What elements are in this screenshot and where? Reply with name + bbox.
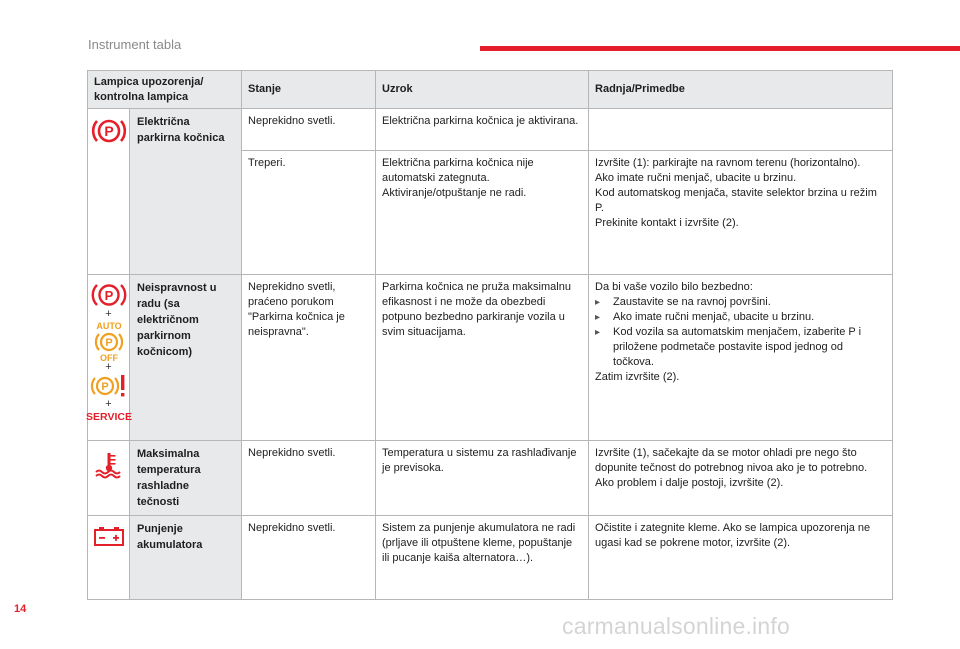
bullet-icon: ▸ <box>595 327 601 338</box>
state-cell: Neprekidno svetli, praćeno porukom "Parkirna kočnica je neispravna". <box>242 275 376 441</box>
table-row <box>88 516 893 600</box>
action-cell: Očistite i zategnite kleme. Ako se lampica upozorenja ne ugasi kad se pokrene motor, izvršite (2). <box>589 516 893 600</box>
action-intro: Da bi vaše vozilo bilo bezbedno: <box>595 281 753 293</box>
service-icon <box>85 410 132 423</box>
state-cell: Neprekidno svetli. <box>242 109 376 151</box>
column-header-state: Stanje <box>242 71 376 109</box>
cause-cell: Sistem za punjenje akumulatora ne radi (prljave ili otpuštene kleme, popuštanje ili pucanje kaiša alternatora…). <box>376 516 589 600</box>
auto-parking-brake-off-icon <box>92 320 126 362</box>
action-cell <box>589 109 893 151</box>
action-cell <box>589 275 893 441</box>
lamp-name: Maksimalna temperatura rashladne tečnosti <box>130 441 242 516</box>
icon-cell <box>88 441 130 516</box>
svg-text:P: P <box>103 123 114 139</box>
warning-lamps-table <box>87 70 893 600</box>
column-header-cause: Uzrok <box>376 71 589 109</box>
action-outro: Zatim izvršite (2). <box>595 371 680 383</box>
watermark: carmanualsonline.info <box>562 613 790 639</box>
coolant-temperature-icon <box>92 451 126 479</box>
list-item: ▸ Ako imate ručni menjač, ubacite u brzinu. <box>595 311 815 323</box>
action-line: Izvršite (1): parkirajte na ravnom terenu (horizontalno). <box>595 157 861 169</box>
cause-cell: Električna parkirna kočnica je aktivirana. <box>376 109 589 151</box>
plus-sign: + <box>105 398 112 410</box>
icon-cell <box>88 109 130 275</box>
cause-cell: Električna parkirna kočnica nije automatski zategnuta. Aktiviranje/otpuštanje ne radi. <box>376 151 589 275</box>
table-header-row <box>88 71 893 109</box>
svg-text:AUTO: AUTO <box>95 321 122 331</box>
section-title: Instrument tabla <box>88 37 182 52</box>
battery-charge-icon <box>92 525 126 547</box>
state-cell: Treperi. <box>242 151 376 275</box>
column-header-lamp: Lampica upozorenja/ kontrolna lampica <box>88 71 242 109</box>
svg-text:SERVICE: SERVICE <box>85 411 132 423</box>
page-number: 14 <box>14 603 27 615</box>
svg-text:P: P <box>104 337 113 349</box>
table-row <box>88 441 893 516</box>
action-cell <box>589 151 893 275</box>
state-cell: Neprekidno svetli. <box>242 441 376 516</box>
table-row <box>88 109 893 151</box>
cause-cell: Parkirna kočnica ne pruža maksimalnu efikasnost i ne može da obezbedi potpuno bezbedno parkiranje vozila u svim situacijama. <box>376 275 589 441</box>
svg-text:OFF: OFF <box>99 353 118 363</box>
parking-brake-warning-icon <box>90 373 128 399</box>
plus-sign: + <box>105 361 112 373</box>
list-item: ▸ Zaustavite se na ravnoj površini. <box>595 296 771 308</box>
bullet-icon: ▸ <box>595 312 601 323</box>
parking-brake-icon <box>92 281 126 309</box>
action-line: Prekinite kontakt i izvršite (2). <box>595 217 739 229</box>
header-accent-bar <box>480 46 960 51</box>
table-row <box>88 275 893 441</box>
action-line: Kod automatskog menjača, stavite selektor brzina u režim P. <box>595 187 877 214</box>
column-header-action: Radnja/Primedbe <box>589 71 893 109</box>
lamp-name: Električna parkirna kočnica <box>130 109 242 275</box>
lamp-name: Punjenje akumulatora <box>130 516 242 600</box>
cause-cell: Temperatura u sistemu za rashlađivanje je previsoka. <box>376 441 589 516</box>
action-cell: Izvršite (1), sačekajte da se motor ohladi pre nego što dopunite tečnost do potrebnog nivoa ako je to potrebno. Ako problem i dalje postoji, izvršite (2). <box>589 441 893 516</box>
plus-sign: + <box>105 308 112 320</box>
svg-text:P: P <box>100 381 109 393</box>
icon-cell <box>88 516 130 600</box>
action-line: Ako imate ručni menjač, ubacite u brzinu. <box>595 172 797 184</box>
lamp-name: Neispravnost u radu (sa električnom parkirnom kočnicom) <box>130 275 242 441</box>
svg-text:P: P <box>104 288 113 303</box>
icon-cell <box>85 275 132 441</box>
parking-brake-icon <box>92 116 126 146</box>
bullet-icon: ▸ <box>595 297 601 308</box>
list-item: ▸ Kod vozila sa automatskim menjačem, izaberite P i priložene podmetače postavite ispod jednog od točkova. <box>595 326 862 368</box>
state-cell: Neprekidno svetli. <box>242 516 376 600</box>
